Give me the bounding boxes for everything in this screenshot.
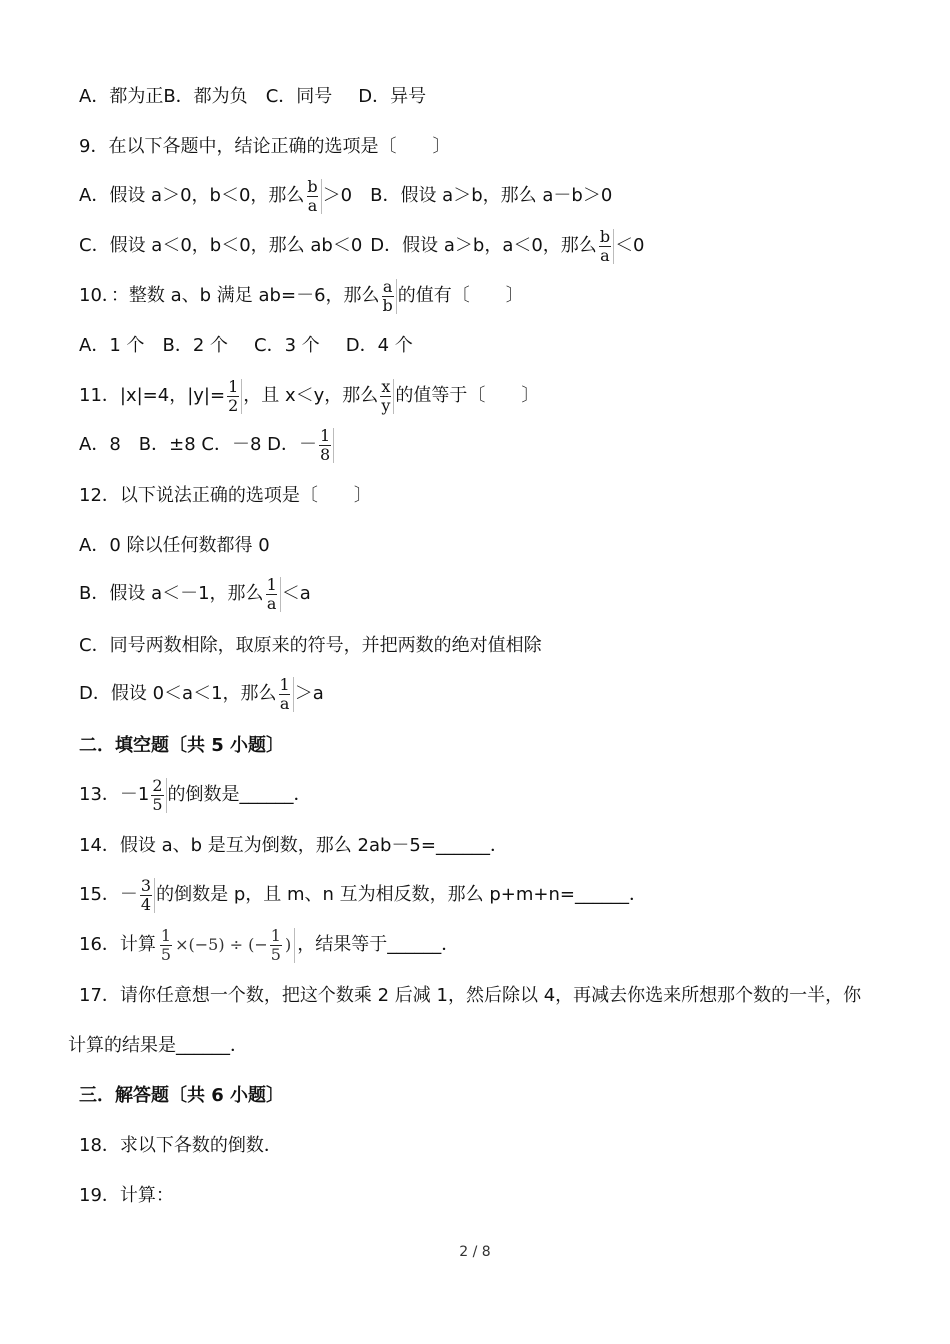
q13 <box>79 774 312 816</box>
q15-fraction <box>139 875 155 914</box>
q14-end: ． <box>489 835 508 856</box>
q12-b-pre: B．假设 a＜－1，那么 <box>79 583 264 604</box>
q11-d-num: 1 <box>319 425 331 445</box>
q10-fraction <box>381 276 397 315</box>
q16 <box>79 922 459 968</box>
q10-pre: 10．：整数 a、b 满足 ab=－6，那么 <box>79 285 380 306</box>
q12-stem: 12．以下说法正确的选项是〔 〕 <box>79 485 372 506</box>
section-title-answer: 三．解答题〔共 6 小题〕 <box>79 1085 285 1106</box>
q9-d-fraction <box>598 226 614 265</box>
q11-stem <box>79 376 539 416</box>
q9-row-cd <box>79 228 645 264</box>
q16-den2: 5 <box>270 944 281 964</box>
q11-options <box>79 424 335 466</box>
q11-post: 的值等于〔 〕 <box>395 385 540 406</box>
q9-d-post: ＜0 <box>615 235 645 256</box>
q8-option-b: B．都为负 <box>163 86 248 107</box>
q11-den1: 2 <box>228 395 239 415</box>
q16-num2: 1 <box>270 925 281 945</box>
q10-post: 的值有〔 〕 <box>397 285 524 306</box>
q9-d-pre: D．假设 a＞b，a＜0，那么 <box>370 235 597 256</box>
q16-expr-close: ) <box>284 935 292 954</box>
q14-answer-blank[interactable]: ______ <box>435 835 490 856</box>
section-title-fill-in: 二．填空题〔共 5 小题〕 <box>79 735 285 756</box>
q13-num: 2 <box>152 775 163 795</box>
q13-pre: 13．－1 <box>79 784 150 805</box>
q11-options-text: A．8 B．±8 C．－8 D．－ <box>79 434 317 455</box>
q15 <box>79 874 647 916</box>
q12-d-fraction <box>278 674 294 713</box>
q9-a-pre: A．假设 a＞0，b＜0，那么 <box>79 185 305 206</box>
q15-den: 4 <box>140 894 152 914</box>
q8-option-a: A．都为正 <box>79 86 164 107</box>
q12-d-den: a <box>279 693 290 713</box>
q12-b-post: ＜a <box>281 583 311 604</box>
q16-fraction-2 <box>269 925 284 964</box>
q16-answer-blank[interactable]: ______ <box>387 934 442 955</box>
q12-b-den: a <box>266 593 277 613</box>
q13-post: 的倒数是 <box>167 784 240 805</box>
q10-option-b: B．2 个 <box>162 335 229 356</box>
q11-pre: 11．|x|=4，|y|= <box>79 385 226 406</box>
q12-row-d <box>79 674 324 714</box>
q19: 19．计算： <box>79 1185 174 1206</box>
q12-b-fraction <box>265 574 281 613</box>
q9-a-num: b <box>307 176 318 196</box>
q11-d-den: 8 <box>319 444 331 464</box>
q18: 18．求以下各数的倒数． <box>79 1135 282 1156</box>
q9-a-den: a <box>307 195 318 215</box>
q14-text: 14．假设 a、b 是互为倒数，那么 2ab－5= <box>79 835 436 856</box>
q11-d-fraction <box>318 425 334 464</box>
q12-b-num: 1 <box>266 574 277 594</box>
q8-options <box>79 82 426 112</box>
q10-option-c: C．3 个 <box>254 335 320 356</box>
q16-num1: 1 <box>160 925 172 945</box>
q10-den: b <box>382 295 393 315</box>
q9-d-den: a <box>600 245 610 265</box>
q13-den: 5 <box>152 794 163 814</box>
q16-fraction-1 <box>159 925 174 964</box>
q10-options <box>79 331 413 361</box>
q11-num2: x <box>381 376 391 396</box>
q11-den2: y <box>381 395 391 415</box>
q10-stem <box>79 278 524 314</box>
q15-end: ． <box>628 884 647 905</box>
q11-mid: ，且 x＜y，那么 <box>243 385 379 406</box>
q17-answer-blank[interactable]: ______ <box>176 1035 230 1056</box>
q10-option-a: A．1 个 <box>79 335 145 356</box>
q12-d-pre: D．假设 0＜a＜1，那么 <box>79 683 277 704</box>
q8-option-d: D．异号 <box>358 86 427 107</box>
q12-option-a: A．0 除以任何数都得 0 <box>79 535 270 556</box>
page-number: 2 / 8 <box>459 1244 491 1260</box>
q13-end: ． <box>293 784 312 805</box>
q9-a-fraction <box>305 176 321 215</box>
q9-row-ab <box>79 178 612 214</box>
q16-expr-mid: ×(−5) ÷ (− <box>175 935 268 954</box>
q13-answer-blank[interactable]: ______ <box>239 784 294 805</box>
q15-post: 的倒数是 p，且 m、n 互为相反数，那么 p+m+n= <box>156 884 575 905</box>
q16-post: ，结果等于 <box>297 934 388 955</box>
q11-num1: 1 <box>228 376 239 396</box>
q10-num: a <box>382 276 393 296</box>
q13-fraction <box>150 775 166 814</box>
q17-end: ． <box>230 1035 248 1056</box>
q11-fraction-xy <box>379 376 394 415</box>
q17-line2-text: 计算的结果是 <box>68 1035 176 1056</box>
q17-line2 <box>68 1031 248 1061</box>
q11-fraction-y <box>226 376 242 415</box>
q9-option-c: C．假设 a＜0，b＜0，那么 ab＜0 <box>79 235 363 256</box>
q16-end: ． <box>441 934 460 955</box>
q15-pre: 15．－ <box>79 884 138 905</box>
q9-a-post: ＞0 <box>322 185 353 206</box>
q16-den1: 5 <box>160 944 172 964</box>
q15-answer-blank[interactable]: ______ <box>574 884 629 905</box>
q8-option-c: C．同号 <box>265 86 333 107</box>
q12-row-b <box>79 574 311 614</box>
q9-stem: 9．在以下各题中，结论正确的选项是〔 〕 <box>79 136 451 157</box>
q14 <box>79 831 508 861</box>
q12-d-num: 1 <box>279 674 290 694</box>
q10-option-d: D．4 个 <box>345 335 413 356</box>
q9-option-b: B．假设 a＞b，那么 a－b＞0 <box>370 185 613 206</box>
q12-option-c: C．同号两数相除，取原来的符号，并把两数的绝对值相除 <box>79 635 542 656</box>
q12-d-post: ＞a <box>294 683 324 704</box>
q17-line1: 17．请你任意想一个数，把这个数乘 2 后减 1，然后除以 4，再减去你选来所想那个数的一半，你 <box>79 985 862 1006</box>
q15-num: 3 <box>140 875 152 895</box>
q16-pre: 16．计算 <box>79 934 156 955</box>
q16-expression <box>158 925 295 964</box>
q9-d-num: b <box>599 226 611 246</box>
